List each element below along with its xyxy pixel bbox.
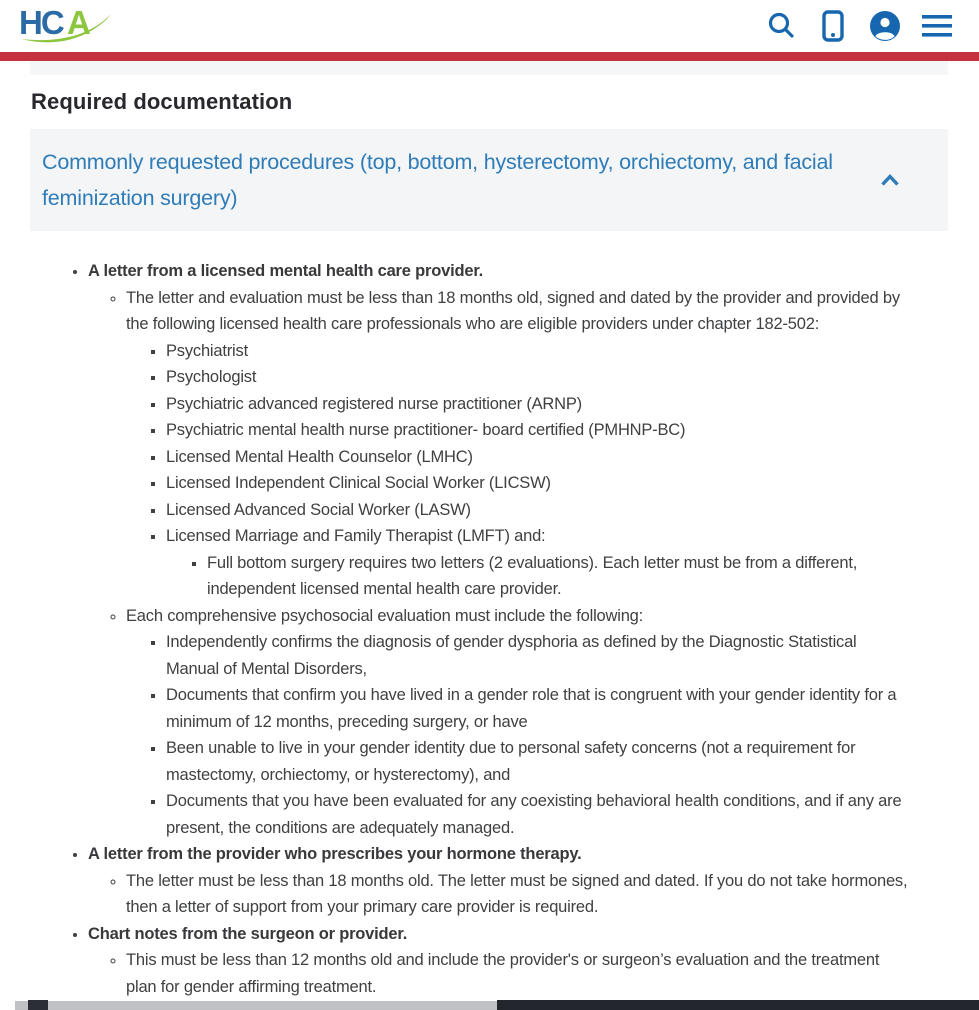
list-item-text: Psychiatrist	[166, 341, 248, 360]
search-button[interactable]	[765, 10, 797, 42]
list-item	[166, 444, 913, 471]
list-item-text: Psychiatric mental health nurse practitioner- board certified (PMHNP-BC)	[166, 421, 686, 439]
list-item-text: A letter from a licensed mental health care provider.	[88, 262, 484, 280]
list-item	[126, 603, 913, 842]
mobile-app-button[interactable]	[817, 10, 849, 42]
documentation-list	[0, 258, 979, 1000]
list-item-text: Been unable to live in your gender identity due to personal safety concerns (not a requirement for mastectomy, orchiectomy, or hysterectomy), and	[166, 739, 856, 784]
list-item-text: Independently confirms the diagnosis of gender dysphoria as defined by the Diagnostic Statistical Manual of Mental Disorders,	[166, 633, 857, 678]
accordion-commonly-requested-procedures[interactable]	[30, 129, 948, 231]
brand-divider-bar	[0, 52, 979, 61]
list-item	[207, 550, 913, 603]
doc-list-level-2	[88, 947, 913, 1000]
accordion-title: Commonly requested procedures (top, bottom, hysterectomy, orchiectomy, and facial feminization surgery)	[42, 150, 833, 210]
list-item-text: Licensed Marriage and Family Therapist (LMFT) and:	[166, 527, 546, 545]
scrolled-footer-strip	[0, 1000, 979, 1010]
menu-button[interactable]	[921, 10, 953, 42]
doc-list-level-2	[88, 868, 913, 921]
list-item-text: A letter from the provider who prescribes your hormone therapy.	[88, 845, 582, 863]
list-item	[166, 417, 913, 444]
list-item	[166, 523, 913, 603]
list-item-text: The letter and evaluation must be less than 18 months old, signed and dated by the provider and provided by the following licensed health care professionals who are eligible providers under chapter 182-502:	[126, 288, 900, 333]
account-person-icon	[869, 10, 901, 42]
list-item	[166, 470, 913, 497]
hamburger-menu-icon	[921, 13, 953, 39]
list-item	[166, 364, 913, 391]
account-button[interactable]	[869, 10, 901, 42]
list-item-text: This must be less than 12 months old and include the provider's or surgeon’s evaluation and the treatment plan for gender affirming treatment.	[126, 951, 880, 996]
previous-section-remnant	[30, 61, 948, 75]
hca-logo-graphic	[18, 3, 114, 45]
list-item	[166, 682, 913, 735]
search-icon	[766, 11, 796, 41]
list-item-text: Documents that you have been evaluated for any coexisting behavioral health conditions, and if any are present, the conditions are adequately managed.	[166, 792, 902, 837]
list-item	[88, 841, 913, 921]
list-item-text: The letter must be less than 18 months old. The letter must be signed and dated. If you do not take hormones, then a letter of support from your primary care provider is required.	[126, 871, 908, 916]
hca-logo[interactable]	[18, 3, 114, 50]
list-item	[166, 338, 913, 365]
page-title: Required documentation	[31, 89, 293, 114]
list-item	[166, 497, 913, 524]
doc-list-level-4	[166, 550, 913, 603]
list-item-text: Chart notes from the surgeon or provider.	[88, 924, 408, 943]
list-item-text: Psychiatric advanced registered nurse practitioner (ARNP)	[166, 394, 582, 413]
list-item	[166, 629, 913, 682]
list-item-text: Documents that confirm you have lived in a gender role that is congruent with your gender identity for a minimum of 12 months, preceding surgery, or have	[166, 686, 897, 731]
list-item	[166, 788, 913, 841]
doc-list-level-3	[126, 338, 913, 603]
list-item	[126, 285, 913, 603]
list-item	[88, 921, 913, 1001]
footer-strip-dark-block	[28, 1000, 48, 1010]
doc-list-level-1	[0, 258, 913, 1000]
footer-strip-right-segment	[497, 1000, 979, 1010]
list-item	[166, 735, 913, 788]
list-item-text: Licensed Advanced Social Worker (LASW)	[166, 500, 471, 519]
site-header	[0, 0, 979, 52]
list-item-text: Licensed Mental Health Counselor (LMHC)	[166, 447, 473, 466]
doc-list-level-3	[126, 629, 913, 841]
mobile-phone-icon	[820, 10, 846, 42]
main-content	[0, 61, 979, 1000]
list-item-text: Licensed Independent Clinical Social Worker (LICSW)	[166, 474, 551, 492]
svg-text:HC: HC	[19, 3, 63, 41]
list-item-text: Full bottom surgery requires two letters (2 evaluations). Each letter must be from a different, independent licensed mental health care provider.	[207, 553, 858, 598]
list-item	[166, 391, 913, 418]
chevron-up-icon[interactable]	[880, 173, 900, 187]
list-item-text: Each comprehensive psychosocial evaluation must include the following:	[126, 606, 644, 625]
footer-strip-left-segment	[15, 1001, 497, 1010]
list-item	[88, 258, 913, 841]
doc-list-level-2	[88, 285, 913, 842]
list-item-text: Psychologist	[166, 368, 257, 386]
list-item	[126, 947, 913, 1000]
list-item	[126, 868, 913, 921]
svg-text:A: A	[67, 3, 91, 41]
header-icon-nav	[765, 10, 953, 42]
